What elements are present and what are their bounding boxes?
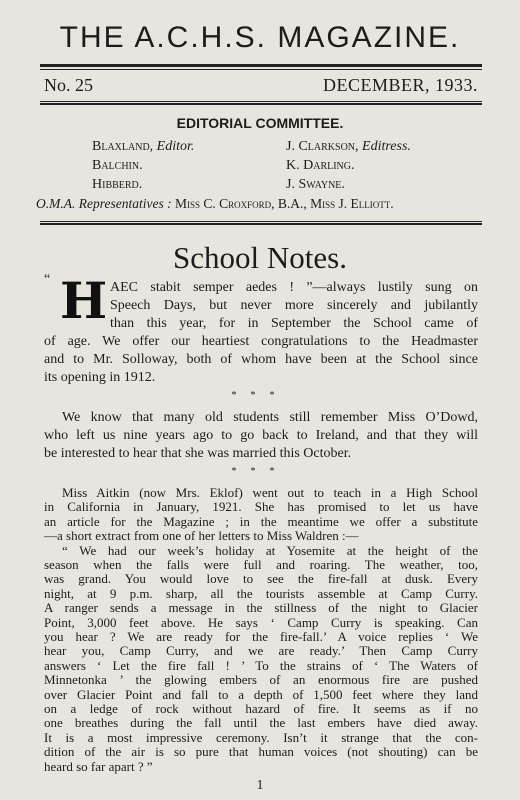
text-line: Miss Aitkin (now Mrs. Eklof) went out to teach in a High School (62, 485, 478, 500)
text-line: was grand. You would love to see the fire-fall at dusk. Every (44, 571, 478, 587)
header-rule (40, 103, 482, 105)
text-line: hear you, Camp Curry, and we are ready.’ Then Camp Curry (44, 643, 478, 659)
committee-member: Hibberd. (92, 177, 143, 192)
text-line: and to Mr. Solloway, both of whom have been at the School since (44, 352, 478, 367)
text-line: A ranger sends a message in the stillness of the night to Glacier (44, 600, 478, 616)
title-rule (40, 64, 482, 67)
magazine-title: THE A.C.H.S. MAGAZINE. (59, 21, 461, 54)
text-line: AEC stabit semper aedes ! ”—always lustily sung on (110, 280, 478, 295)
text-line: who left us nine years ago to go back to Ireland, and that they will (44, 428, 478, 443)
oma-names: Miss C. Croxford, B.A., Miss J. Elliott. (174, 196, 394, 211)
issue-number: No. 25 (44, 75, 93, 95)
committee-title: EDITORIAL COMMITTEE. (176, 115, 344, 131)
member-name: Blaxland, (92, 139, 154, 154)
member-role: Editor. (156, 139, 195, 154)
committee-rule-thin (40, 221, 482, 222)
member-role: Editress. (362, 139, 411, 154)
text-line: than this year, for in September the School came of (110, 316, 478, 331)
text-line: you hear ? We are ready for the fire-fall.’ A voice replies ‘ We (44, 629, 478, 644)
text-line: Minnetonka ’ the glowing embers of an enormous fire are pushed (44, 672, 478, 688)
issue-date: DECEMBER, 1933. (322, 75, 478, 95)
page-number: 1 (256, 778, 264, 793)
text-line: It is a most impressive ceremony. Isn’t it strange that the con- (44, 729, 478, 745)
committee-member (286, 139, 411, 155)
committee-member (92, 139, 194, 155)
committee-rule (40, 223, 482, 225)
text-line: We know that many old students still remember Miss O’Dowd, (62, 410, 478, 425)
section-divider-stars: *** (231, 390, 289, 401)
title-rule-thin (40, 69, 482, 70)
header-rule-thin (40, 101, 482, 102)
text-line: season when the falls were full and roaring. The weather, too, (44, 557, 478, 572)
oma-label: O.M.A. Representatives : (36, 196, 172, 211)
committee-member: K. Darling. (286, 158, 355, 173)
text-line: —a short extract from one of her letters to Miss Waldren :— (44, 528, 359, 544)
text-line: of age. We offer our heartiest congratulations to the Headmaster (44, 334, 478, 349)
text-line: over Glacier Point and fall to a depth of 1,500 feet where they land (44, 686, 478, 702)
committee-member: Balchin. (92, 158, 143, 173)
text-line: night, at 9 p.m. sharp, all the tourists assemble at Camp Curry. (44, 585, 478, 601)
text-line: dition of the air is so pure that human voices (not shouting) can be (44, 744, 478, 760)
committee-member: J. Swayne. (286, 177, 345, 192)
oma-representatives (36, 196, 394, 212)
text-line: Point, 3,000 feet above. He says ‘ Camp Curry is speaking. Can (44, 614, 478, 630)
section-divider-stars: *** (231, 466, 289, 477)
opening-quote: “ (44, 272, 51, 287)
text-line: “ We had our week’s holiday at Yosemite at the height of the (62, 542, 478, 558)
text-line: heard so far apart ? ” (44, 758, 153, 774)
text-line: on a ledge of rock without hazard of fire. It seems as if no (44, 701, 478, 716)
section-heading: School Notes. (173, 240, 347, 275)
text-line: answers ‘ Let the fire fall ! ’ To the strains of ‘ The Waters of (44, 657, 478, 673)
member-name: J. Clarkson, (286, 139, 359, 154)
text-line: be interested to hear that she was married this October. (44, 446, 352, 461)
drop-cap: H (60, 271, 108, 330)
text-line: one breathes during the fall until the last embers have died away. (44, 715, 478, 731)
text-line: Speech Days, but never more sincerely and jubilantly (110, 298, 478, 313)
text-line: an article for the Magazine ; in the meantime we offer a substitute (44, 513, 478, 529)
text-line: its opening in 1912. (44, 370, 156, 385)
text-line: in California in January, 1921. She has promised to let us have (44, 499, 478, 515)
